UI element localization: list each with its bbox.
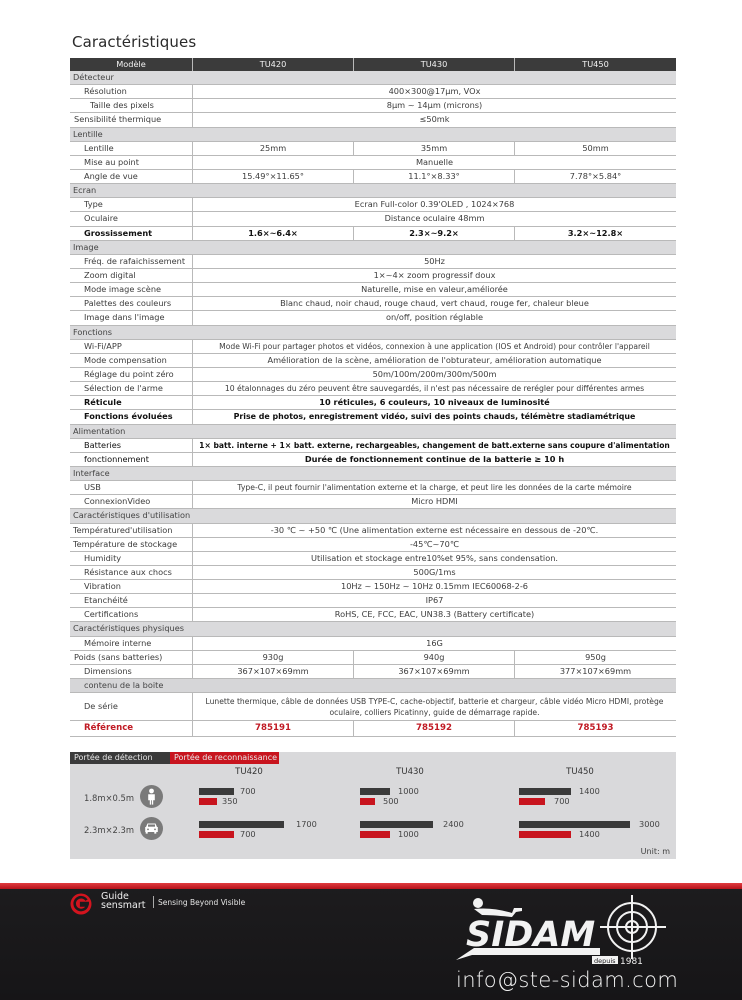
brand-divider (153, 896, 154, 908)
cell-tu450: 50mm (582, 142, 609, 153)
tab-recognition-range[interactable]: Portée de reconnaissance (170, 752, 279, 764)
table-row (70, 538, 676, 552)
table-row (70, 410, 676, 424)
section-contenu (70, 679, 676, 693)
bar-tu450-vehicle-recognition (519, 831, 571, 838)
unit-label: Unit: m (640, 847, 670, 856)
table-row (70, 651, 676, 665)
row-value: Ecran Full-color 0.39'OLED , 1024×768 (354, 199, 515, 210)
table-row (70, 608, 676, 622)
row-value: Prise de photos, enregistrement vidéo, suivi des points chauds, télémètre stadiamétrique (233, 412, 636, 422)
section-lentille (70, 128, 676, 142)
row-label: Fonctions évoluées (70, 410, 193, 423)
section-alimentation (70, 425, 676, 439)
row-value: Utilisation et stockage entre10%et 95%, sans condensation. (310, 552, 559, 563)
table-row (70, 637, 676, 651)
row-label: Wi-Fi/APP (70, 340, 193, 353)
row-value: ≤50mk (419, 114, 450, 125)
row-label: Humidity (70, 552, 193, 565)
table-row (70, 142, 676, 156)
bar-tu420-vehicle-detection (199, 821, 284, 828)
value-tu420-vehicle-recognition: 700 (240, 829, 256, 839)
row-value: IP67 (425, 595, 444, 606)
row-label: Angle de vue (70, 170, 193, 183)
svg-text:1981: 1981 (620, 957, 643, 967)
reference-tu420: 785191 (193, 721, 354, 736)
table-row (70, 524, 676, 538)
car-icon (140, 817, 163, 840)
row-label: Mise au point (70, 156, 193, 169)
row-value: Micro HDMI (411, 496, 458, 507)
table-row (70, 665, 676, 679)
value-tu430-vehicle-recognition: 1000 (398, 829, 419, 839)
range-model-tu450: TU450 (566, 767, 594, 777)
row-label: Sélection de l'arme (70, 382, 193, 395)
header-model-tu430: TU430 (354, 58, 515, 71)
reference-tu430: 785192 (354, 721, 515, 736)
section-title: Image (73, 241, 99, 252)
table-row (70, 297, 676, 311)
row-label: Fréq. de rafaichissement (70, 255, 193, 268)
footer-accent-line (0, 883, 742, 889)
row-value: 500G/1ms (413, 566, 456, 577)
table-row (70, 382, 676, 396)
cell-tu430: 35mm (354, 142, 515, 155)
row-value: 10Hz ~ 150Hz ~ 10Hz 0.15mm IEC60068-2-6 (340, 581, 529, 592)
value-tu420-vehicle-detection: 1700 (296, 819, 317, 829)
table-row (70, 580, 676, 594)
row-value: 1× batt. interne + 1× batt. externe, rechargeables, changement de batt.externe sans coupure d'alimentation (199, 440, 670, 450)
row-label: De série (70, 693, 193, 720)
guide-sensmart-wordmark (101, 892, 145, 910)
brand-line-2: sensmart (101, 900, 146, 911)
row-value: Naturelle, mise en valeur,améliorée (361, 284, 508, 295)
section-physiques (70, 622, 676, 636)
row-label: Mode image scène (70, 283, 193, 296)
bar-tu450-person-detection (519, 788, 571, 795)
table-row (70, 481, 676, 495)
row-label: Lentille (70, 142, 193, 155)
bar-tu430-person-recognition (360, 798, 375, 805)
target-vehicle-size: 2.3m×2.3m (84, 825, 134, 835)
row-label: Référence (70, 721, 193, 736)
row-value: Type-C, il peut fournir l'alimentation externe et la charge, et peut lire les données de la carte mémoire (237, 483, 632, 493)
bar-tu450-vehicle-detection (519, 821, 630, 828)
cell-tu420: 367×107×69mm (193, 665, 354, 678)
row-value: Mode Wi-Fi pour partager photos et vidéos, connexion à une application (IOS et Android) pour contrôler l'appareil (219, 341, 650, 351)
section-title: contenu de la boite (84, 680, 164, 691)
bar-tu420-person-recognition (199, 798, 217, 805)
svg-text:SIDAM: SIDAM (466, 915, 596, 955)
section-title: Caractéristiques d'utilisation (73, 510, 191, 521)
row-value: Amélioration de la scène, amélioration de l'obturateur, amélioration automatique (267, 354, 602, 365)
value-tu420-person-recognition: 350 (222, 796, 238, 806)
cell-tu420: 25mm (193, 142, 354, 155)
table-header-row (70, 58, 676, 71)
table-row (70, 495, 676, 509)
target-person-size: 1.8m×0.5m (84, 793, 134, 803)
row-label: Zoom digital (70, 269, 193, 282)
row-label: Résolution (70, 85, 193, 98)
section-title: Lentille (73, 128, 103, 139)
range-model-tu430: TU430 (396, 767, 424, 777)
section-image (70, 241, 676, 255)
row-value: -45℃~70℃ (409, 538, 460, 549)
header-model-label: Modèle (70, 58, 193, 71)
section-title: Ecran (73, 185, 97, 196)
cell-tu450: 3.2×~12.8× (567, 227, 624, 238)
table-row (70, 269, 676, 283)
row-value: on/off, position réglable (385, 312, 484, 323)
value-tu450-person-detection: 1400 (579, 786, 600, 796)
range-panel (70, 752, 676, 859)
table-row (70, 354, 676, 368)
row-label: fonctionnement (70, 453, 193, 466)
section-title: Interface (73, 467, 110, 478)
section-title: Détecteur (73, 72, 114, 82)
value-tu430-person-recognition: 500 (383, 796, 399, 806)
table-row (70, 594, 676, 608)
cell-tu420: 15.49°×11.65° (193, 170, 354, 183)
table-row (70, 85, 676, 99)
value-tu430-person-detection: 1000 (398, 786, 419, 796)
table-row (70, 170, 676, 184)
table-row (70, 439, 676, 453)
table-row (70, 283, 676, 297)
row-label: Type (70, 198, 193, 211)
row-label: Image dans l'image (70, 311, 193, 324)
row-label: Températured'utilisation (70, 524, 193, 537)
table-row (70, 99, 676, 113)
row-value: RoHS, CE, FCC, EAC, UN38.3 (Battery certificate) (334, 609, 535, 620)
row-label: Résistance aux chocs (70, 566, 193, 579)
table-row (70, 198, 676, 212)
cell-tu420: 930g (193, 651, 354, 664)
row-label: Grossissement (70, 227, 193, 240)
header-model-tu450: TU450 (582, 59, 609, 69)
row-label: Température de stockage (70, 538, 193, 551)
range-tabs (70, 752, 279, 764)
row-label: Vibration (70, 580, 193, 593)
row-value: Distance oculaire 48mm (384, 213, 485, 224)
svg-text:depuis: depuis (594, 957, 616, 965)
bar-tu420-person-detection (199, 788, 234, 795)
sidam-logo (452, 893, 682, 973)
table-row (70, 212, 676, 226)
table-row (70, 453, 676, 467)
row-label: Etanchéité (70, 594, 193, 607)
cell-tu450: 7.78°×5.84° (569, 170, 622, 181)
value-tu450-vehicle-detection: 3000 (639, 819, 660, 829)
bar-tu420-vehicle-recognition (199, 831, 234, 838)
row-label: Taille des pixels (70, 99, 193, 112)
row-value: 16G (426, 637, 443, 648)
table-row (70, 156, 676, 170)
cell-tu430: 11.1°×8.33° (354, 170, 515, 183)
tab-detection-range[interactable]: Portée de détection (70, 752, 170, 764)
range-model-tu420: TU420 (235, 767, 263, 777)
table-row (70, 311, 676, 325)
row-label: Certifications (70, 608, 193, 621)
section-title: Fonctions (73, 326, 113, 337)
cell-tu430: 940g (354, 651, 515, 664)
table-row (70, 368, 676, 382)
row-label: Palettes des couleurs (70, 297, 193, 310)
row-value: 1×~4× zoom progressif doux (373, 269, 496, 280)
table-row (70, 340, 676, 354)
cell-tu450: 950g (585, 651, 606, 662)
table-row (70, 566, 676, 580)
bar-tu430-vehicle-detection (360, 821, 433, 828)
section-utilisation (70, 509, 676, 523)
value-tu430-vehicle-detection: 2400 (443, 819, 464, 829)
brand-line-1: Guide (101, 891, 129, 902)
row-label: Dimensions (70, 665, 193, 678)
row-value: 50Hz (424, 255, 445, 266)
bar-tu450-person-recognition (519, 798, 545, 805)
row-value: -30 ℃ ~ +50 ℃ (Une alimentation externe est nécessaire en dessous de -20℃. (270, 524, 599, 535)
cell-tu430: 2.3×~9.2× (354, 227, 515, 240)
table-row (70, 227, 676, 241)
row-label: Batteries (70, 439, 193, 452)
bar-tu430-person-detection (360, 788, 390, 795)
row-value: Manuelle (415, 156, 454, 167)
row-label: Réglage du point zéro (70, 368, 193, 381)
value-tu450-person-recognition: 700 (554, 796, 570, 806)
row-value: Durée de fonctionnement continue de la batterie ≥ 10 h (304, 453, 565, 464)
value-tu420-person-detection: 700 (240, 786, 256, 796)
guide-sensmart-logo-icon (70, 893, 92, 915)
row-label: Réticule (70, 396, 193, 409)
row-value: 50m/100m/200m/300m/500m (372, 368, 497, 379)
table-row (70, 255, 676, 269)
section-title: Caractéristiques physiques (73, 623, 185, 634)
row-label: USB (70, 481, 193, 494)
row-label: Poids (sans batteries) (70, 651, 193, 664)
row-value: 10 réticules, 6 couleurs, 10 niveaux de luminosité (319, 397, 550, 408)
page-title: Caractéristiques (72, 33, 197, 51)
reference-row (70, 721, 676, 737)
cell-tu450: 377×107×69mm (559, 665, 632, 676)
table-row (70, 113, 676, 127)
section-interface (70, 467, 676, 481)
cell-tu430: 367×107×69mm (354, 665, 515, 678)
row-label: ConnexionVideo (70, 495, 193, 508)
row-label: Mode compensation (70, 354, 193, 367)
table-row (70, 693, 676, 721)
section-detecteur (70, 71, 676, 85)
section-title: Alimentation (73, 425, 126, 436)
table-row (70, 552, 676, 566)
row-label: Mémoire interne (70, 637, 193, 650)
row-value: Blanc chaud, noir chaud, rouge chaud, vert chaud, rouge fer, chaleur bleue (280, 298, 589, 309)
row-value: Lunette thermique, câble de données USB TYPE-C, cache-objectif, batterie et chargeur, câble vidéo Micro HDMI, protège oculaire, colliers Picatinny, guide de démarrage rapide. (205, 696, 664, 717)
brand-tagline: Sensing Beyond Visible (158, 898, 246, 907)
cell-tu420: 1.6×~6.4× (193, 227, 354, 240)
header-model-tu420: TU420 (193, 58, 354, 71)
person-icon (140, 785, 163, 808)
specifications-table (70, 58, 676, 737)
row-label: Oculaire (70, 212, 193, 225)
row-value: 10 étalonnages du zéro peuvent être sauvegardés, il n'est pas nécessaire de rerégler pour différentes armes (224, 384, 645, 394)
table-row (70, 396, 676, 410)
section-fonctions (70, 326, 676, 340)
row-label: Sensibilité thermique (70, 113, 193, 126)
value-tu450-vehicle-recognition: 1400 (579, 829, 600, 839)
row-value: 400×300@17μm, VOx (388, 86, 481, 97)
reference-tu450: 785193 (577, 723, 614, 734)
section-ecran (70, 184, 676, 198)
contact-email[interactable]: info@ste-sidam.com (456, 968, 679, 992)
bar-tu430-vehicle-recognition (360, 831, 390, 838)
row-value: 8μm ~ 14μm (microns) (386, 100, 483, 111)
